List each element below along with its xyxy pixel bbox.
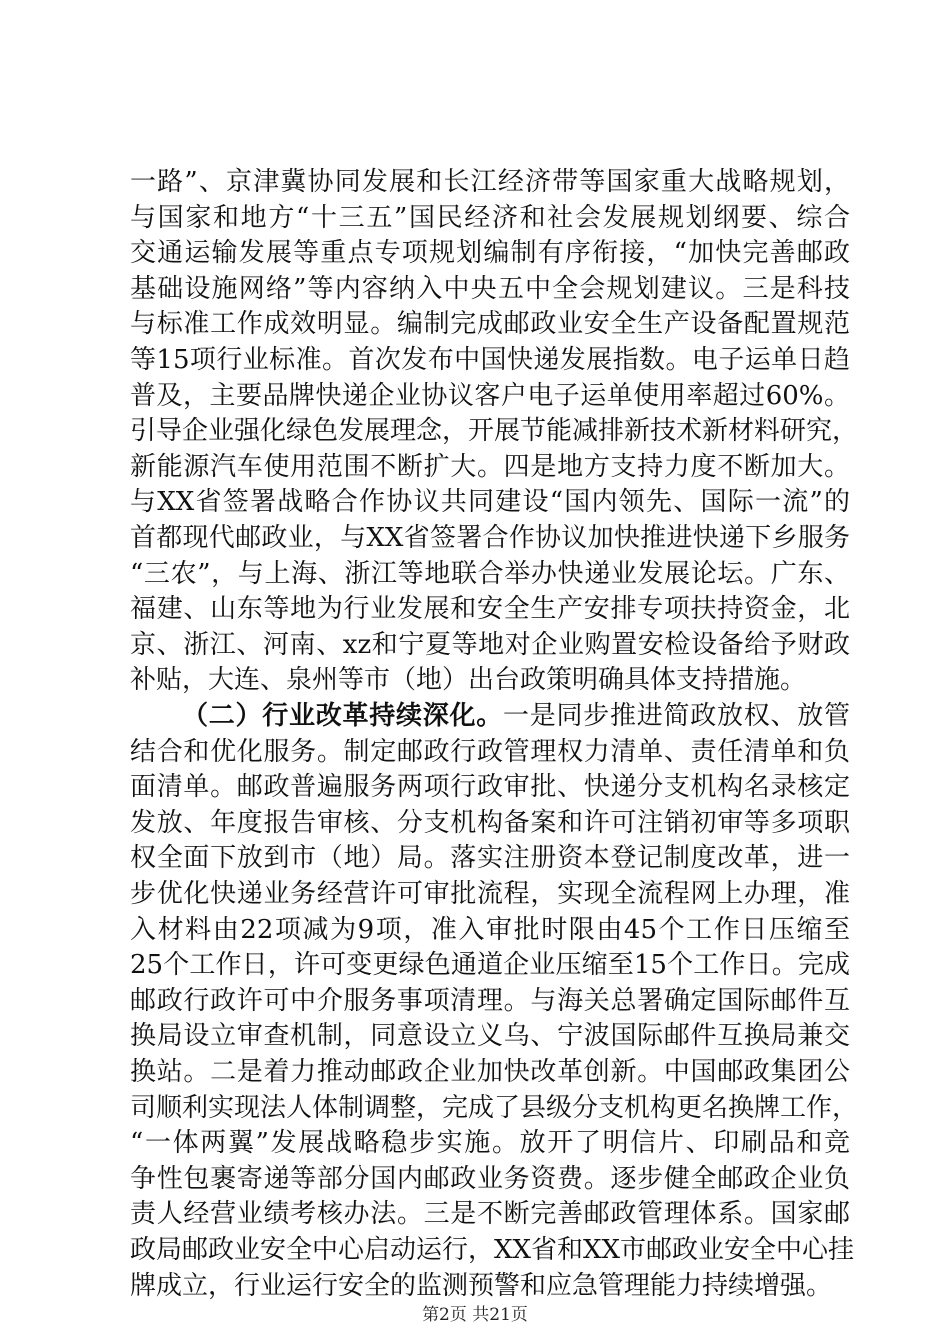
- paragraph-line: 引导企业强化绿色发展理念，开展节能减排新技术新材料研究，: [130, 416, 859, 447]
- paragraph-line: 牌成立，行业运行安全的监测预警和应急管理能力持续增强。: [130, 1270, 833, 1301]
- paragraph-line: 与XX省签署战略合作协议共同建设“国内领先、国际一流”的: [130, 487, 850, 518]
- paragraph-line: 首都现代邮政业，与XX省签署合作协议加快推进快递下乡服务: [130, 523, 850, 553]
- paragraph-line: 普及，主要品牌快递企业协议客户电子运单使用率超过60%。: [130, 380, 850, 411]
- paragraph-line: 福建、山东等地为行业发展和安全生产安排专项扶持资金，北: [130, 594, 850, 625]
- paragraph-line: 换站。二是着力推动邮政企业加快改革创新。中国邮政集团公: [130, 1057, 850, 1087]
- paragraph-line: 步优化快递业务经营许可审批流程，实现全流程网上办理，准: [130, 879, 850, 909]
- paragraph-line: 等15项行业标准。首次发布中国快递发展指数。电子运单日趋: [130, 345, 850, 375]
- paragraph-line: 25个工作日，许可变更绿色通道企业压缩至15个工作日。完成: [130, 950, 850, 981]
- paragraph-line: 京、浙江、河南、xz和宁夏等地对企业购置安检设备给予财政: [130, 629, 850, 660]
- paragraph-line: 换局设立审查机制，同意设立义乌、宁波国际邮件互换局兼交: [130, 1021, 850, 1052]
- paragraph-line: 与标准工作成效明显。编制完成邮政业安全生产设备配置规范: [130, 309, 850, 340]
- paragraph-line: 一路”、京津冀协同发展和长江经济带等国家重大战略规划，: [130, 167, 850, 197]
- paragraph-line: 权全面下放到市（地）局。落实注册资本登记制度改革，进一: [130, 843, 850, 874]
- paragraph-line: 新能源汽车使用范围不断扩大。四是地方支持力度不断加大。: [130, 451, 850, 482]
- paragraph-line: 责人经营业绩考核办法。三是不断完善邮政管理体系。国家邮: [130, 1199, 850, 1230]
- paragraph-first-line: [182, 700, 850, 732]
- paragraph-line: 邮政行政许可中介服务事项清理。与海关总署确定国际邮件互: [130, 985, 850, 1016]
- paragraph-line-text: 一是同步推进简政放权、放管: [503, 701, 850, 731]
- paragraph-line: 政局邮政业安全中心启动运行，XX省和XX市邮政业安全中心挂: [130, 1235, 855, 1265]
- paragraph-line: 与国家和地方“十三五”国民经济和社会发展规划纲要、综合: [130, 202, 850, 233]
- page-number-footer: 第2页 共21页: [422, 1305, 528, 1325]
- paragraph-line: 面清单。邮政普遍服务两项行政审批、快递分支机构名录核定: [130, 772, 850, 803]
- section-heading: （二）行业改革持续深化。: [182, 701, 503, 731]
- paragraph-line: 争性包裹寄递等部分国内邮政业务资费。逐步健全邮政企业负: [130, 1163, 850, 1194]
- paragraph-line: 入材料由22项减为9项，准入审批时限由45个工作日压缩至: [130, 914, 850, 945]
- paragraph-line: 司顺利实现法人体制调整，完成了县级分支机构更名换牌工作，: [130, 1092, 859, 1123]
- paragraph-line: “三农”，与上海、浙江等地联合举办快递业发展论坛。广东、: [130, 558, 850, 589]
- paragraph-line: 基础设施网络”等内容纳入中央五中全会规划建议。三是科技: [130, 273, 850, 304]
- paragraph-line: 补贴，大连、泉州等市（地）出台政策明确具体支持措施。: [130, 665, 807, 696]
- paragraph-line: 发放、年度报告审核、分支机构备案和许可注销初审等多项职: [130, 807, 850, 838]
- paragraph-line: 交通运输发展等重点专项规划编制有序衔接，“加快完善邮政: [130, 238, 850, 269]
- paragraph-line: 结合和优化服务。制定邮政行政管理权力清单、责任清单和负: [130, 736, 850, 767]
- paragraph-line: “一体两翼”发展战略稳步实施。放开了明信片、印刷品和竞: [130, 1128, 850, 1159]
